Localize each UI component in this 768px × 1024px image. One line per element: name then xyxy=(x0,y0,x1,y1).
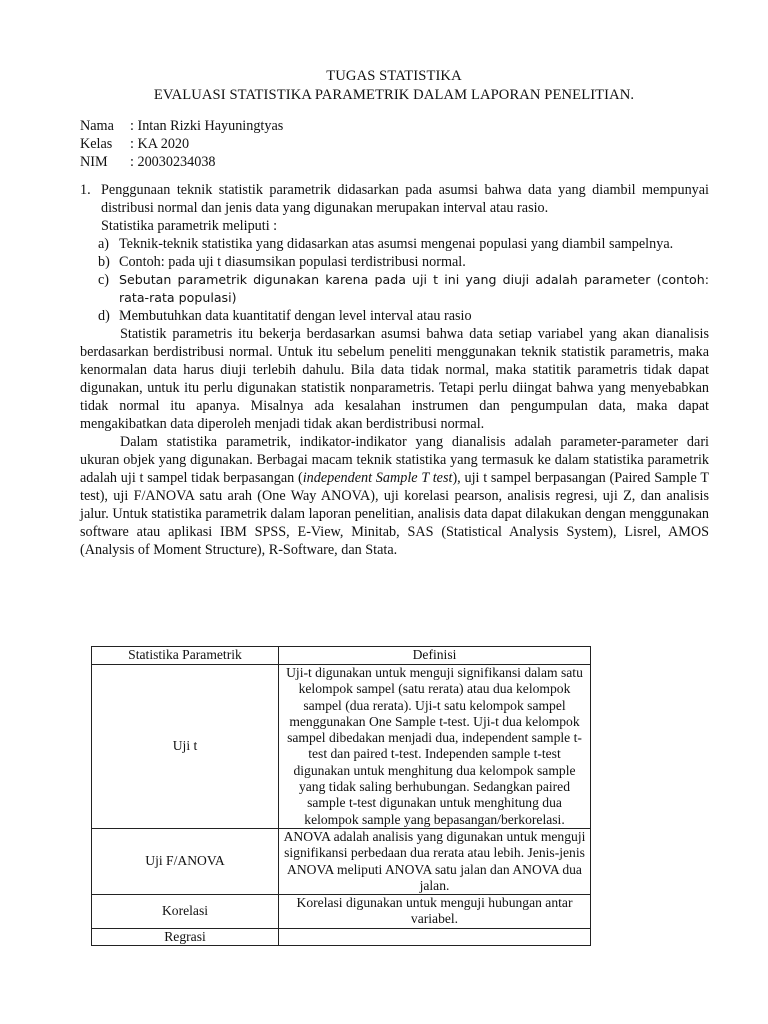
paragraph: Statistik parametris itu bekerja berdasarkan asumsi bahwa data setiap variabel yang akan dianalisis berdasarkan berdistribusi normal. Untuk itu sebelum peneliti menggunakan teknik statistik parametris, maka kenormalan data harus diuji terlebih dahulu. Bila data tidak normal, maka statitik parametris tidak dapat digunakan, untuk itu perlu digunakan statistik nonparametris. Tetapi perlu diingat bahwa yang menyebabkan tidak normal itu apanya. Misalnya ada kesalahan instrumen dan pengumpulan data, maka dapat mengakibatkan data diperoleh menjadi tidak akan berdistribusi normal. xyxy=(80,326,709,432)
list-marker: a) xyxy=(98,236,110,252)
student-info xyxy=(80,117,283,171)
list-item xyxy=(80,271,709,307)
class-row xyxy=(80,135,283,153)
list-item-text: Sebutan parametrik digunakan karena pada uji t ini yang diuji adalah parameter (contoh: rata-rata populasi) xyxy=(119,272,709,305)
list-item xyxy=(80,253,709,271)
table-cell-name: Uji t xyxy=(92,665,279,829)
document-body xyxy=(80,181,709,559)
nim-label: NIM xyxy=(80,154,108,170)
list-item xyxy=(80,307,709,325)
table-header-row xyxy=(92,647,591,665)
table-cell-definition xyxy=(279,928,591,945)
list-item-text: Teknik-teknik statistika yang didasarkan atas asumsi mengenai populasi yang diambil sampelnya. xyxy=(119,236,674,252)
table-row xyxy=(92,665,591,829)
table-header-cell: Statistika Parametrik xyxy=(92,647,279,665)
numbered-section-1 xyxy=(80,181,709,559)
paragraph-text: Dalam statistika parametrik, indikator-indikator yang dianalisis adalah parameter-parameter dari ukuran objek yang digunakan. Berbagai macam teknik statistika yang termasuk ke dalam statistika parametrik adalah uji t sampel tidak berpasangan ( xyxy=(80,434,709,486)
paragraph-text: ), uji t sampel berpasangan (Paired Sample T test), uji F/ANOVA satu arah (One Way ANOVA), uji korelasi pearson, analisis regresi, uji Z, dan analisis jalur. Untuk statistika parametrik dalam laporan penelitian, analisis data dapat dilakukan dengan menggunakan software atau aplikasi IBM SPSS, E-View, Minitab, SAS (Statistical Analysis System), Lisrel, AMOS (Analysis of Moment Structure), R-Software, dan Stata. xyxy=(80,470,709,558)
document-title: TUGAS STATISTIKA xyxy=(326,68,462,84)
nim-value: : 20030234038 xyxy=(130,154,216,170)
table-row xyxy=(92,928,591,945)
table-cell-definition: ANOVA adalah analisis yang digunakan untuk menguji signifikansi perbedaan dua rerata atau lebih. Jenis-jenis ANOVA meliputi ANOVA satu jalan dan ANOVA dua jalan. xyxy=(279,828,591,894)
class-value: : KA 2020 xyxy=(130,136,190,152)
table-cell-name: Korelasi xyxy=(92,895,279,929)
table-cell-definition: Korelasi digunakan untuk menguji hubungan antar variabel. xyxy=(279,895,591,929)
section-number: 1. xyxy=(80,182,91,198)
document-subtitle: EVALUASI STATISTIKA PARAMETRIK DALAM LAPORAN PENELITIAN. xyxy=(153,87,635,103)
name-label: Nama xyxy=(80,118,114,134)
definition-table xyxy=(91,646,591,946)
nim-row xyxy=(80,153,283,171)
list-marker: c) xyxy=(98,272,110,288)
table-cell-definition: Uji-t digunakan untuk menguji signifikansi dalam satu kelompok sampel (satu rerata) atau dua kelompok sampel (dua rerata). Uji-t satu kelompok sampel menggunakan One Sample t-test. Uji-t dua kelompok sampel dibedakan menjadi dua, independent sample t-test dan paired t-test. Independen sample t-test digunakan untuk menghitung dua kelompok sample yang tidak saling berhubungan. Sedangkan paired sample t-test digunakan untuk menghitung dua kelompok sample yang bepasangan/berkorelasi. xyxy=(279,665,591,829)
table-row xyxy=(92,828,591,894)
name-row xyxy=(80,117,283,135)
name-value: : Intan Rizki Hayuningtyas xyxy=(130,118,284,134)
table-cell-name: Regrasi xyxy=(92,928,279,945)
section-intro: Penggunaan teknik statistik parametrik didasarkan pada asumsi bahwa data yang diambil mempunyai distribusi normal dan jenis data yang digunakan merupakan interval atau rasio. xyxy=(101,182,709,216)
class-label: Kelas xyxy=(80,136,113,152)
table-cell-name: Uji F/ANOVA xyxy=(92,828,279,894)
section-lead: Statistika parametrik meliputi : xyxy=(101,218,278,234)
list-item xyxy=(80,235,709,253)
list-item-text: Contoh: pada uji t diasumsikan populasi terdistribusi normal. xyxy=(119,254,466,270)
list-marker: b) xyxy=(98,254,110,270)
paragraph-italic-text: independent Sample T test xyxy=(302,470,453,486)
list-marker: d) xyxy=(98,308,110,324)
list-item-text: Membutuhkan data kuantitatif dengan level interval atau rasio xyxy=(119,308,472,324)
table-header-cell: Definisi xyxy=(279,647,591,665)
paragraph xyxy=(80,433,709,559)
table-row xyxy=(92,895,591,929)
